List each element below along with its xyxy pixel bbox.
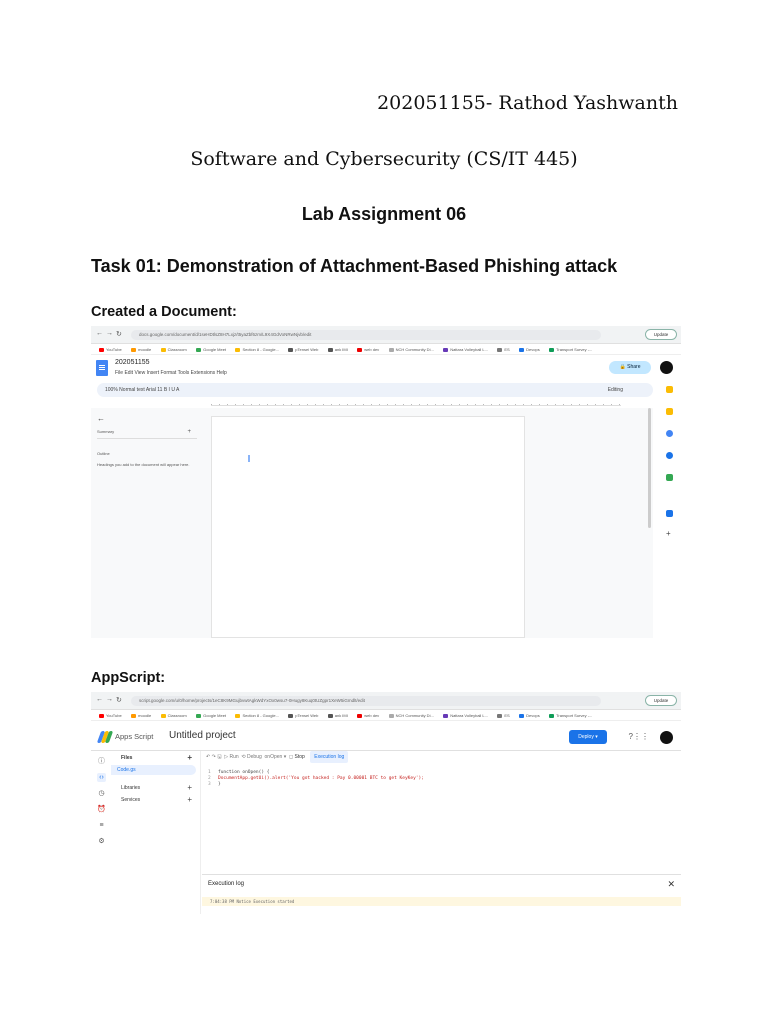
add-summary-icon[interactable]: + [187, 429, 191, 435]
bookmark[interactable]: Section 8 - Google... [235, 344, 278, 355]
bookmark[interactable]: pTensei Web [288, 710, 318, 721]
bookmark[interactable]: NCH Community Di... [389, 344, 434, 355]
update-button[interactable]: Update [645, 329, 677, 340]
browser-toolbar [91, 692, 681, 710]
bookmark[interactable]: moodle [131, 344, 151, 355]
maps-icon[interactable] [666, 474, 673, 481]
bookmarks-bar [91, 344, 681, 355]
appscript-section-heading: AppScript: [91, 670, 166, 686]
overview-icon[interactable]: ⓘ [98, 758, 105, 765]
execution-log-button[interactable]: Execution log [310, 751, 348, 763]
update-button[interactable]: Update [645, 695, 677, 706]
keep-icon[interactable] [666, 386, 673, 393]
code-line: 1 function onOpen() { [208, 770, 270, 775]
apps-script-brand: Apps Script [115, 732, 154, 741]
libraries-row[interactable]: Libraries + [121, 783, 192, 792]
bookmarks-bar [91, 710, 681, 721]
scrollbar[interactable] [648, 408, 651, 528]
undo-icon[interactable]: ↶ [206, 754, 211, 760]
editor-icon[interactable]: ‹› [97, 773, 106, 782]
redo-icon[interactable]: ↷ [211, 754, 216, 760]
bookmark[interactable]: Google Meet [196, 710, 226, 721]
add-library-icon[interactable]: + [187, 783, 192, 792]
docs-side-icon[interactable] [666, 510, 673, 517]
summary-label: Summary [97, 429, 115, 434]
bookmark[interactable]: ank IMI [328, 710, 348, 721]
bookmark[interactable]: Classroom [161, 710, 187, 721]
back-arrow-icon[interactable]: ← [97, 414, 105, 423]
debug-button[interactable]: Debug [247, 754, 262, 760]
doc-section-heading: Created a Document: [91, 304, 237, 320]
add-addon-icon[interactable]: + [666, 529, 671, 538]
outline-panel [97, 414, 197, 468]
outline-hint: Headings you add to the document will appear here. [97, 462, 190, 467]
bookmark[interactable]: NCH Community Di... [389, 710, 434, 721]
editor-toolbar: ↶ ↷ 🖫 ▷ Run ⟲ Debug onOpen ▾ ◻ Stop Execution log [202, 751, 681, 763]
bookmark[interactable]: ES [497, 344, 509, 355]
add-file-icon[interactable]: + [187, 753, 192, 762]
bookmark[interactable]: moodle [131, 710, 151, 721]
back-icon[interactable]: ← [96, 330, 103, 337]
appscript-screenshot [91, 692, 681, 914]
bookmark[interactable]: YouTube [99, 710, 122, 721]
bookmark[interactable]: Transport Survey -... [549, 710, 592, 721]
avatar[interactable] [660, 731, 673, 744]
address-bar[interactable]: docs.google.com/document/d/1seHDtlsZ8H7Lxjz/t5yaZbf6zm/L9X4GdVoNRwNjvb/edit [131, 330, 601, 340]
bookmark[interactable]: Devops [519, 344, 540, 355]
docs-screenshot [91, 326, 681, 638]
forward-icon[interactable]: → [106, 330, 113, 337]
execution-log-panel [202, 874, 681, 914]
forward-icon[interactable]: → [106, 696, 113, 703]
reload-icon[interactable]: ↻ [116, 331, 122, 338]
back-icon[interactable]: ← [96, 696, 103, 703]
share-button[interactable]: 🔒 Share [609, 361, 651, 374]
run-button[interactable]: Run [229, 754, 239, 760]
bookmark[interactable]: web dev [357, 344, 379, 355]
bookmark[interactable]: ES [497, 710, 509, 721]
bookmark[interactable]: ank IMI [328, 344, 348, 355]
author-line: 202051155- Rathod Yashwanth [377, 92, 678, 114]
left-rail [91, 751, 111, 914]
document-title[interactable]: 202051155 [115, 359, 150, 366]
executions-icon[interactable]: ⏰ [97, 806, 106, 813]
services-row[interactable]: Services + [121, 795, 192, 804]
text-cursor [248, 455, 250, 462]
docs-menu-bar[interactable]: File Edit View Insert Format Tools Extensions Help [115, 370, 227, 376]
code-editor[interactable] [202, 764, 681, 874]
outline-label: Outline [97, 451, 110, 456]
apps-grid-icon[interactable]: ⋮⋮ [633, 732, 649, 741]
lab-title: Lab Assignment 06 [301, 204, 467, 224]
bookmark[interactable]: Section 8 - Google... [235, 710, 278, 721]
document-page[interactable] [211, 416, 525, 638]
bookmark[interactable]: Nattara Volleyball L... [443, 710, 488, 721]
bookmark[interactable]: YouTube [99, 344, 122, 355]
tasks-icon[interactable] [666, 408, 673, 415]
bookmark[interactable]: Google Meet [196, 344, 226, 355]
file-code-gs[interactable]: Code.gs [111, 765, 196, 775]
docs-canvas [91, 408, 653, 638]
code-line: 3 } [208, 782, 221, 787]
log-entry: 7:04:38 PM Notice Execution started [202, 897, 681, 906]
course-title: Software and Cybersecurity (CS/IT 445) [190, 148, 578, 170]
browser-toolbar [91, 326, 681, 344]
save-icon[interactable]: 🖫 [217, 754, 222, 760]
docs-logo-icon[interactable] [96, 360, 108, 376]
files-panel [111, 751, 201, 914]
reload-icon[interactable]: ↻ [116, 697, 122, 704]
execution-log-title: Execution log [208, 881, 245, 887]
bookmark[interactable]: Devops [519, 710, 540, 721]
files-header: Files + [121, 753, 192, 762]
stop-button[interactable]: Stop [294, 754, 305, 760]
code-line: 2 DocumentApp.getUi().alert('You got hacked : Pay 0.00001 BTC to get KeyKey'); [208, 776, 424, 781]
apps-script-logo-icon[interactable] [99, 731, 111, 743]
contacts-icon[interactable] [666, 452, 673, 459]
function-select[interactable]: onOpen [264, 754, 283, 760]
appscript-header [91, 723, 681, 751]
bookmark[interactable]: Classroom [161, 344, 187, 355]
help-icon[interactable]: ? [628, 732, 633, 741]
editing-mode[interactable]: Editing [607, 387, 623, 393]
task-heading: Task 01: Demonstration of Attachment-Based Phishing attack [91, 256, 618, 276]
ruler[interactable] [211, 400, 621, 406]
bookmark[interactable]: Nattara Volleyball L... [443, 344, 488, 355]
deploy-button[interactable]: Deploy ▾ [569, 730, 607, 744]
settings-icon[interactable]: ⚙ [98, 838, 105, 845]
executions-list-icon[interactable]: ≡ [99, 822, 104, 829]
add-service-icon[interactable]: + [187, 795, 192, 804]
avatar[interactable] [660, 361, 673, 374]
triggers-icon[interactable]: ◷ [98, 790, 105, 797]
bookmark[interactable]: web dev [357, 710, 379, 721]
bookmark[interactable]: Transport Survey -... [549, 344, 592, 355]
calendar-icon[interactable] [666, 430, 673, 437]
project-title[interactable]: Untitled project [169, 730, 236, 741]
bookmark[interactable]: pTensei Web [288, 344, 318, 355]
docs-format-toolbar[interactable]: 100% Normal text Arial 11 B I U A Editing [97, 383, 653, 397]
close-icon[interactable]: ✕ [667, 879, 675, 889]
docs-header [91, 355, 681, 382]
address-bar[interactable]: script.google.com/u/0/home/projects/1eC8K9MGujbvwtAgkWdYxOx0wsu7-0Hugy8Kuq0tUZgpr1XeW5iGmdlt/edit [131, 696, 601, 706]
